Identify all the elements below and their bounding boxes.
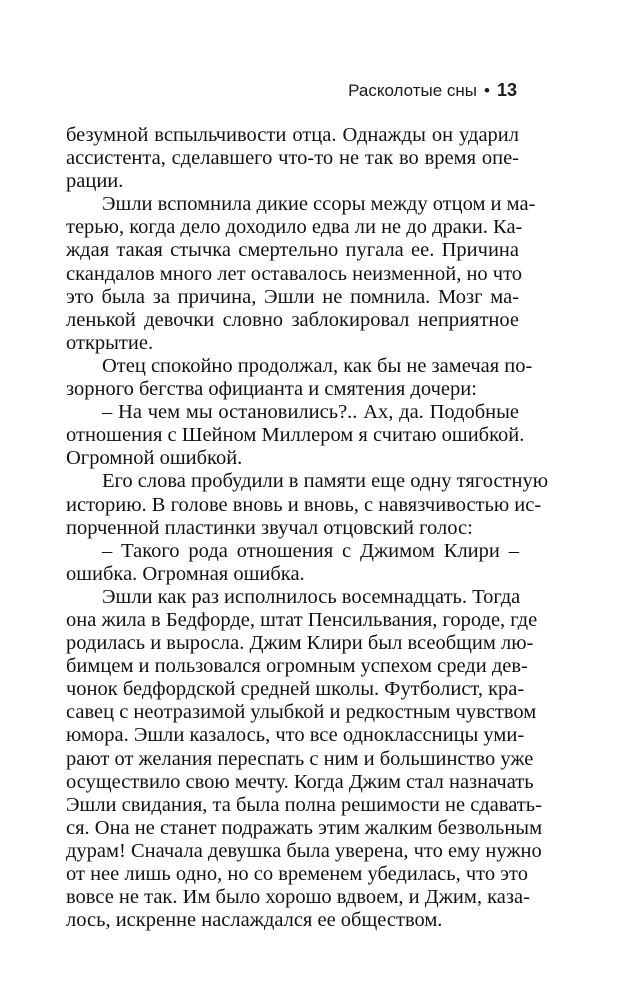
text-line: ждая такая стычка смертельно пугала ее. Причина xyxy=(66,239,519,262)
text-line: вовсе не так. Им было хорошо вдвоем, и Джим, каза- xyxy=(66,886,530,909)
text-line: ся. Она не станет подражать этим жалким безвольным xyxy=(66,816,543,839)
text-line: рают от желания переспать с ним и большинство уже xyxy=(66,747,534,770)
text-line: Эшли вспомнила дикие ссоры между отцом и ма- xyxy=(102,193,536,216)
text-line: открытие. xyxy=(66,331,154,354)
body-text xyxy=(66,124,549,932)
text-line: Его слова пробудили в памяти еще одну тягостную xyxy=(102,470,549,493)
text-line: чонок бедфордской средней школы. Футболист, кра- xyxy=(66,678,525,701)
running-header xyxy=(348,80,517,101)
text-line: савец с неотразимой улыбкой и редкостным чувством xyxy=(66,701,537,724)
text-line: осуществило свою мечту. Когда Джим стал назначать xyxy=(66,770,534,793)
text-line: Эшли свидания, та была полна решимости не сдавать- xyxy=(66,793,542,816)
text-line: историю. В голове вновь и вновь, с навязчивостью ис- xyxy=(66,493,542,516)
text-line: дурам! Сначала девушка была уверена, что ему нужно xyxy=(66,839,542,862)
text-line: ошибка. Огромная ошибка. xyxy=(66,562,305,585)
text-line: – На чем мы остановились?.. Ах, да. Подобные xyxy=(102,401,519,424)
text-line: – Такого рода отношения с Джимом Клири – xyxy=(102,539,519,562)
text-line: от нее лишь одно, но со временем убедилась, что это xyxy=(66,863,528,885)
text-line: это была за причина, Эшли не помнила. Мозг ма- xyxy=(66,285,519,308)
text-line: юмора. Эшли казалось, что все одноклассницы уми- xyxy=(66,724,525,747)
text-line: Огромной ошибкой. xyxy=(66,447,243,470)
text-line: бимцем и пользовался огромным успехом среди дев- xyxy=(66,655,528,678)
text-line: скандалов много лет оставалось неизменной, но что xyxy=(66,262,523,285)
text-line: терью, когда дело доходило едва ли не до драки. Ка- xyxy=(66,216,523,239)
text-line: лось, искренне наслаждался ее обществом. xyxy=(66,909,443,932)
text-line: ленькой девочки словно заблокировал неприятное xyxy=(66,308,519,331)
text-line: отношения с Шейном Миллером я считаю ошибкой. xyxy=(66,424,525,447)
text-line: Отец спокойно продолжал, как бы не замечая по- xyxy=(102,354,533,377)
text-line: безумной вспыльчивости отца. Однажды он ударил xyxy=(66,124,519,146)
text-line: рации. xyxy=(66,170,124,193)
text-line: ассистента, сделавшего что-то не так во время опе- xyxy=(66,147,519,170)
book-title: Расколотые сны xyxy=(348,81,478,100)
text-line: Эшли как раз исполнилось восемнадцать. Тогда xyxy=(102,585,521,608)
text-line: зорного бегства официанта и смятения дочери: xyxy=(66,378,477,401)
page-number: 13 xyxy=(496,80,517,100)
header-separator: • xyxy=(484,81,490,100)
text-line: она жила в Бедфорде, штат Пенсильвания, городе, где xyxy=(66,608,538,631)
text-line: порченной пластинки звучал отцовский голос: xyxy=(66,516,473,539)
text-line: родилась и выросла. Джим Клири был всеобщим лю- xyxy=(66,632,534,655)
